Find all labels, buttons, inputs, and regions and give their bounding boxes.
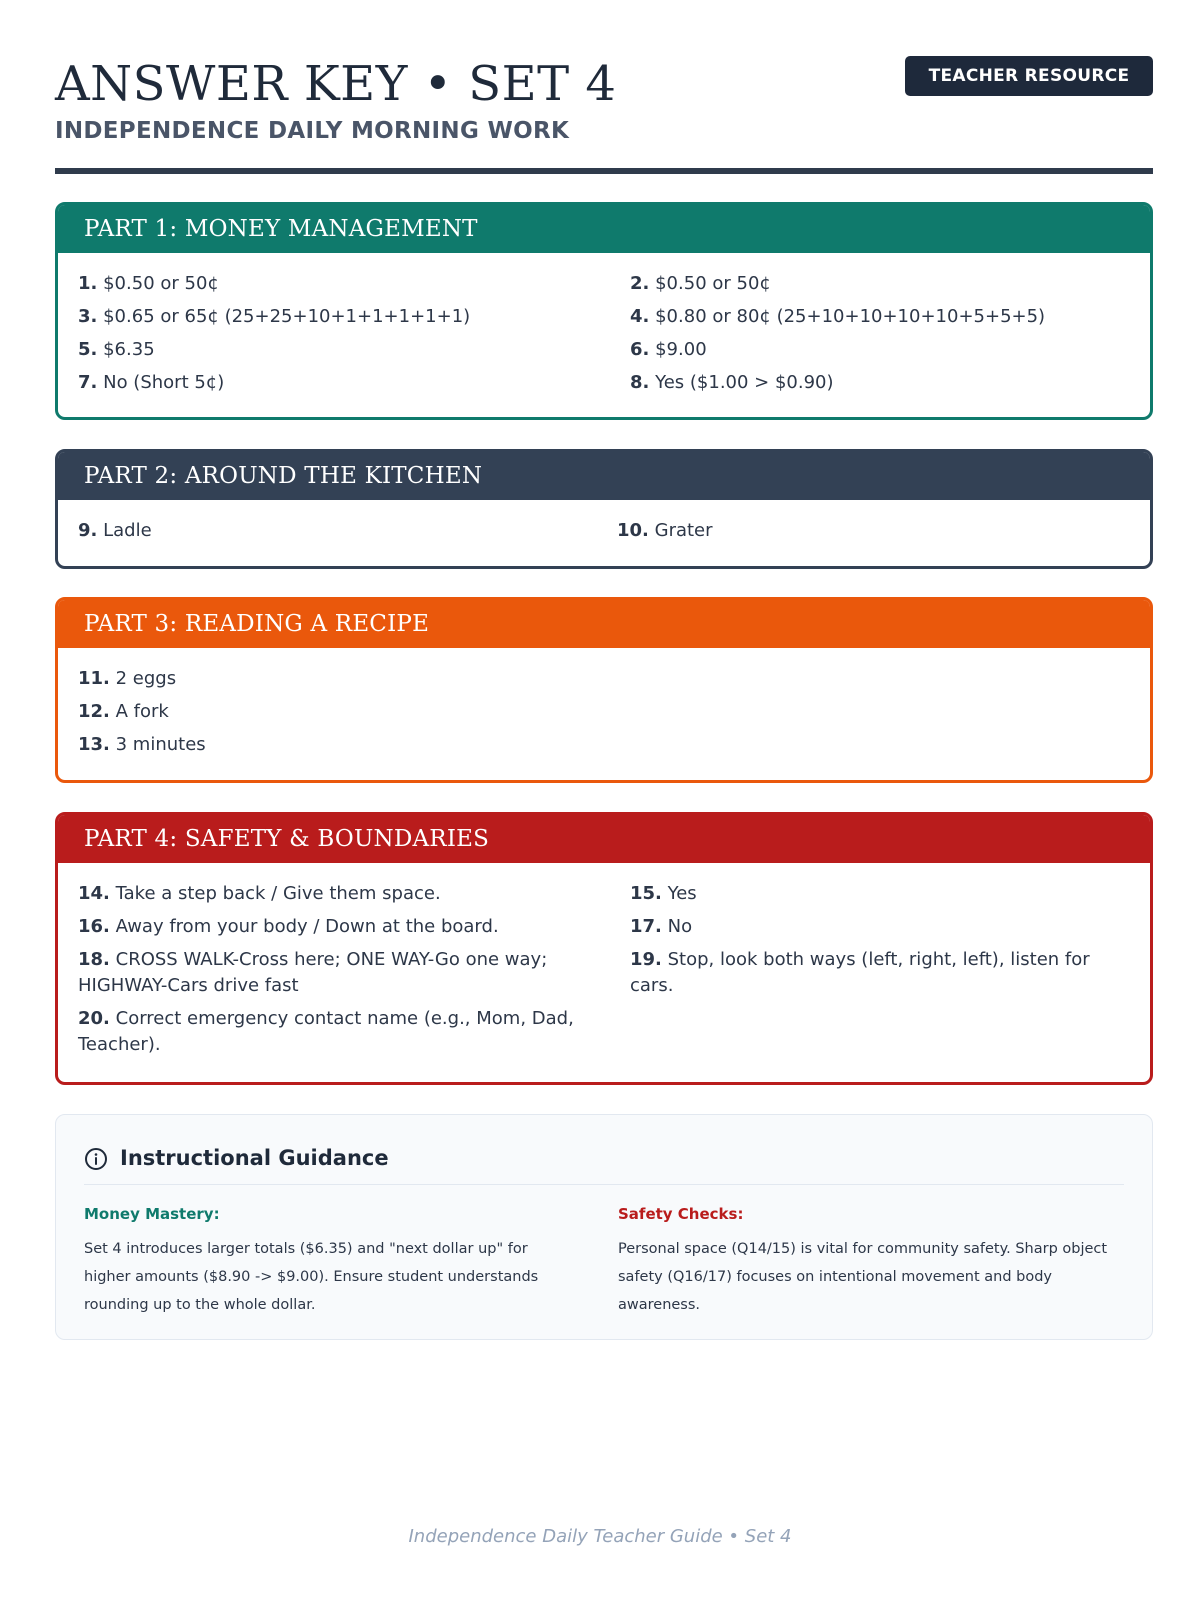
page-footer: Independence Daily Teacher Guide • Set 4 xyxy=(408,1526,792,1547)
header-divider xyxy=(55,168,1153,174)
answer-item: 1. $0.50 or 50¢ xyxy=(78,273,219,294)
section-around-the-kitchen xyxy=(55,449,1153,569)
answer-item: 17. No xyxy=(630,916,693,937)
answer-item: 6. $9.00 xyxy=(630,339,707,360)
safety-checks-note xyxy=(618,1205,1128,1319)
section-safety-boundaries xyxy=(55,812,1153,1085)
answer-item: 12. A fork xyxy=(78,701,169,722)
answer-item: 16. Away from your body / Down at the board. xyxy=(78,916,499,937)
safety-checks-title: Safety Checks: xyxy=(618,1205,744,1223)
answer-item: 13. 3 minutes xyxy=(78,734,206,755)
answer-item: 11. 2 eggs xyxy=(78,668,177,689)
answer-item: 5. $6.35 xyxy=(78,339,155,360)
section-money-management xyxy=(55,202,1153,420)
answer-item: 10. Grater xyxy=(617,520,713,541)
page-title: ANSWER KEY • SET 4 xyxy=(55,56,617,112)
section-title: PART 1: MONEY MANAGEMENT xyxy=(58,205,1150,253)
answer-item: 7. No (Short 5¢) xyxy=(78,372,225,393)
answer-item: 9. Ladle xyxy=(78,520,152,541)
answer-item: 18. CROSS WALK-Cross here; ONE WAY-Go one way; HIGHWAY-Cars drive fast xyxy=(78,949,548,996)
answer-item: 20. Correct emergency contact name (e.g., Mom, Dad, Teacher). xyxy=(78,1008,574,1055)
section-title: PART 2: AROUND THE KITCHEN xyxy=(58,452,1150,500)
section-title: PART 3: READING A RECIPE xyxy=(58,600,1150,648)
section-title: PART 4: SAFETY & BOUNDARIES xyxy=(58,815,1150,863)
page-subtitle: INDEPENDENCE DAILY MORNING WORK xyxy=(55,118,570,144)
answer-item: 4. $0.80 or 80¢ (25+10+10+10+10+5+5+5) xyxy=(630,306,1046,327)
section-reading-a-recipe xyxy=(55,597,1153,783)
instructional-guidance-panel xyxy=(55,1114,1153,1340)
guidance-title: Instructional Guidance xyxy=(120,1146,389,1170)
info-icon xyxy=(84,1147,108,1171)
money-mastery-text: Set 4 introduces larger totals ($6.35) and "next dollar up" for higher amounts ($8.90 -> $9.00). Ensure student understands rounding up to the whole dollar. xyxy=(84,1241,539,1313)
answer-item: 2. $0.50 or 50¢ xyxy=(630,273,771,294)
answer-item: 14. Take a step back / Give them space. xyxy=(78,883,441,904)
answer-item: 19. Stop, look both ways (left, right, left), listen for cars. xyxy=(630,949,1090,996)
safety-checks-text: Personal space (Q14/15) is vital for community safety. Sharp object safety (Q16/17) focuses on intentional movement and body awareness. xyxy=(618,1241,1108,1313)
answer-item: 3. $0.65 or 65¢ (25+25+10+1+1+1+1+1) xyxy=(78,306,471,327)
answer-item: 8. Yes ($1.00 > $0.90) xyxy=(630,372,834,393)
page-header xyxy=(55,55,1153,175)
answer-item: 15. Yes xyxy=(630,883,697,904)
money-mastery-title: Money Mastery: xyxy=(84,1205,220,1223)
teacher-resource-badge: TEACHER RESOURCE xyxy=(905,56,1153,96)
money-mastery-note xyxy=(84,1205,564,1319)
